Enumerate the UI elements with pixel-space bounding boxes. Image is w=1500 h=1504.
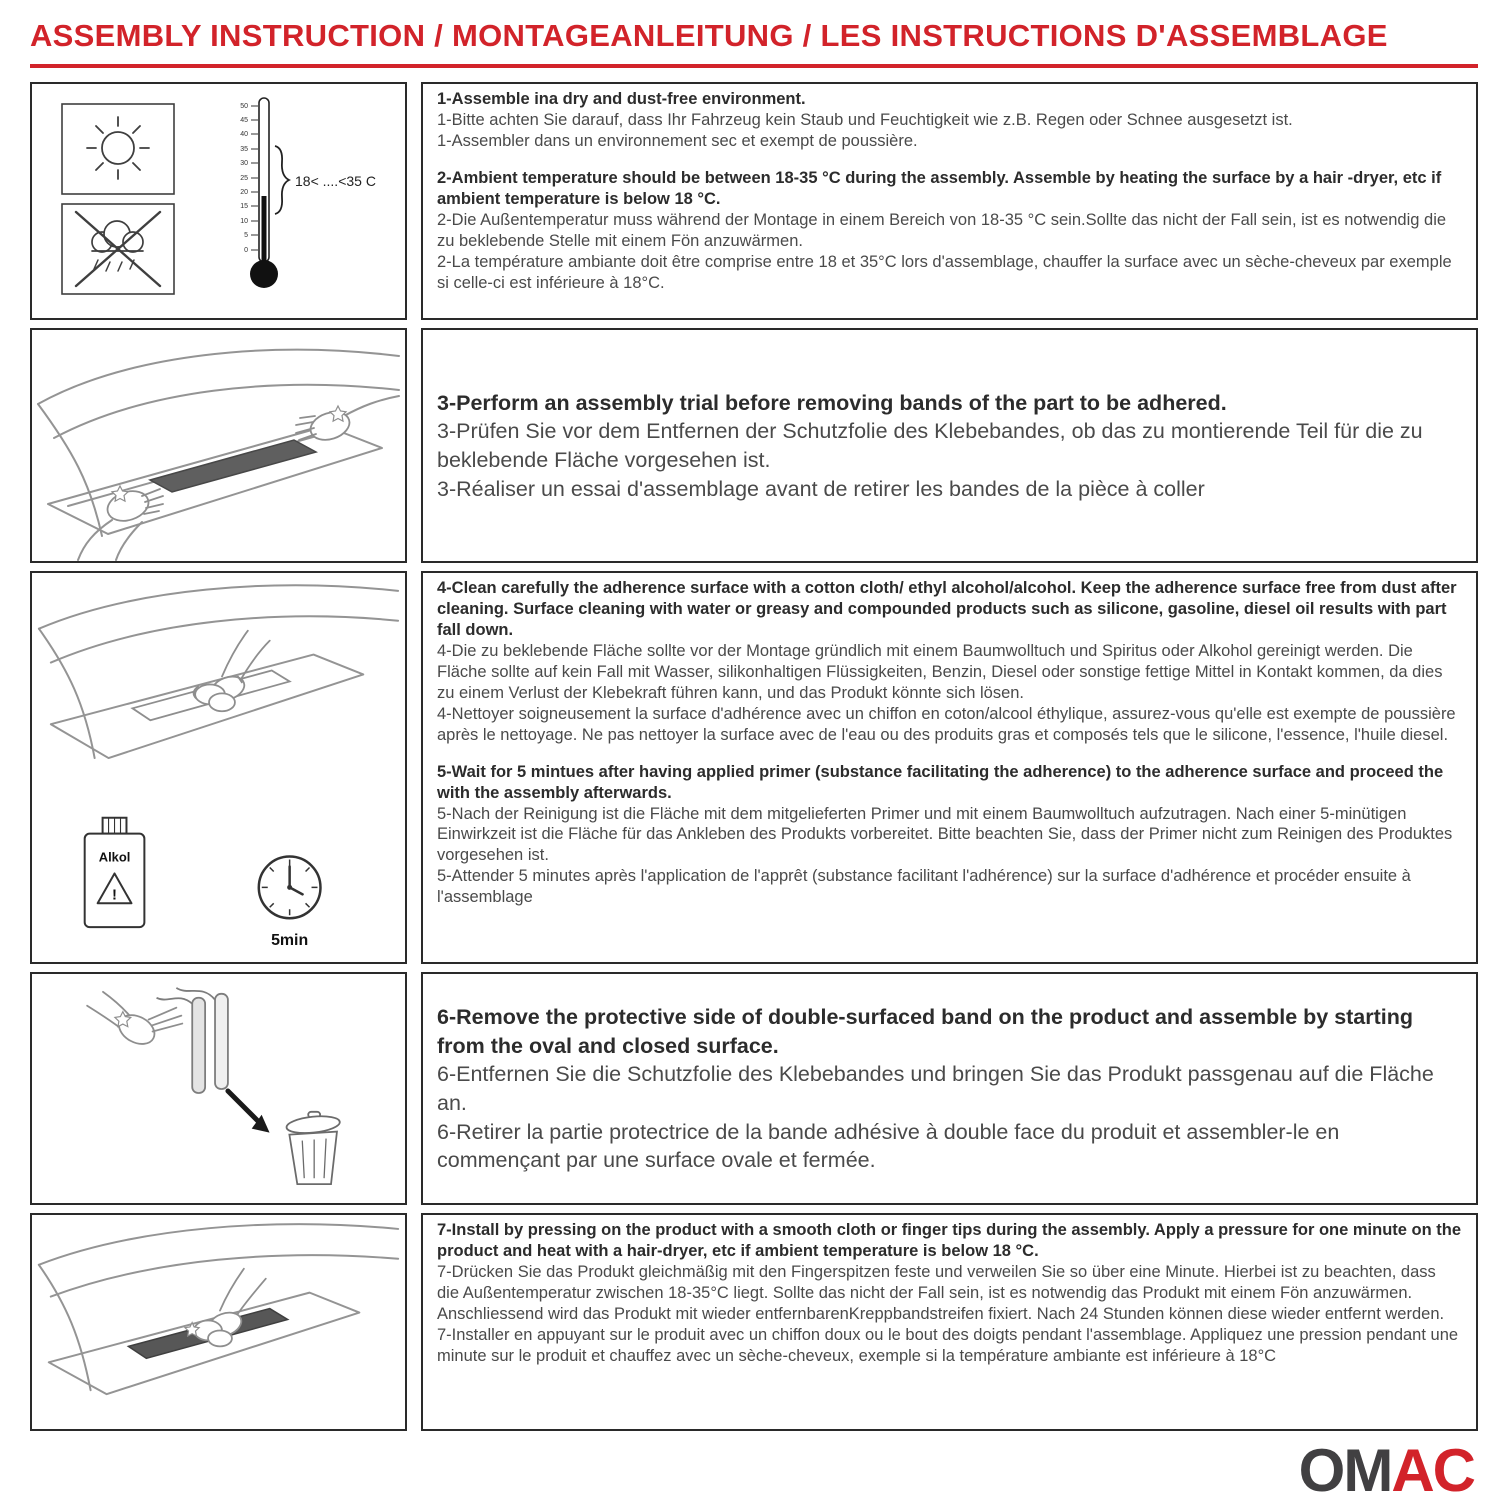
svg-text:10: 10 xyxy=(240,218,248,225)
logo-a: A xyxy=(1391,1437,1433,1504)
warning-mark: ! xyxy=(112,886,118,904)
temperature-range-label: 18< ....<35 C xyxy=(295,173,376,189)
thermometer-icon xyxy=(240,98,289,288)
thermometer-scale xyxy=(240,103,248,254)
illustration-peel-box xyxy=(30,972,407,1205)
illustration-trial-box xyxy=(30,328,407,563)
car-door-sketch xyxy=(38,350,399,560)
footer xyxy=(30,1437,1478,1504)
instruction-text-box-1 xyxy=(421,82,1478,320)
instruction-text-box-3 xyxy=(421,571,1478,964)
instruction-rows xyxy=(30,82,1478,1431)
door-sill-cleaning-illustration xyxy=(32,573,405,962)
illustration-environment-box xyxy=(30,82,407,320)
instruction-fr: 6-Retirer la partie protectrice de la bande adhésive à double face du produit et assembler-le en commençant par une surface ovale et fermée. xyxy=(437,1119,1340,1173)
environment-temperature-illustration xyxy=(32,84,405,318)
car-door-sketch xyxy=(39,585,398,758)
instruction-text-box-4 xyxy=(421,972,1478,1205)
instruction-en: 5-Wait for 5 mintues after having applied primer (substance facilitating the adherence) to the adherence surface and proceed the with the assembly afterwards. xyxy=(437,762,1444,802)
cleaning-hand-sketch xyxy=(194,631,270,712)
instruction-fr: 2-La température ambiante doit être comprise entre 18 et 35°C lors d'assemblage, chauffer la surface avec un sèche-cheveux par exemple si celle-ci est inférieure à 18°C. xyxy=(437,252,1452,292)
down-arrow-icon xyxy=(228,1091,270,1133)
instruction-fr: 4-Nettoyer soigneusement la surface d'adhérence avec un chiffon en coton/alcool éthylique, assurez-vous qu'elle est exempte de poussière après le nettoyage. Ne pas nettoyer la surface avec de l'eau ou des produits gras et composés tels que le silicone, l'essence, l'huile diesel. xyxy=(437,704,1456,744)
instruction-en: 4-Clean carefully the adherence surface with a cotton cloth/ ethyl alcohol/alcohol. Keep the adherence surface free from dust after cleaning. Surface cleaning with water or greasy and compounded products such as silicone, gasoline, diesel oil results with part fall down. xyxy=(437,579,1457,639)
logo-c: C xyxy=(1432,1437,1474,1504)
svg-text:30: 30 xyxy=(240,160,248,167)
instruction-en: 2-Ambient temperature should be between 18-35 °C during the assembly. Assemble by heating the surface by a hair -dryer, etc if ambient temperature is below 18 °C. xyxy=(437,168,1442,208)
instruction-de: 2-Die Außentemperatur muss während der Montage in einem Bereich von 18-35 °C sein.Sollte das nicht der Fall sein, ist es notwendig die zu beklebende Stelle mit einem Fön anzuwärmen. xyxy=(437,210,1447,250)
instruction-text-box-5 xyxy=(421,1213,1478,1431)
illustration-cleaning-box xyxy=(30,571,407,964)
page-title: ASSEMBLY INSTRUCTION / MONTAGEANLEITUNG / LES INSTRUCTIONS D'ASSEMBLAGE xyxy=(30,6,1478,68)
instruction-fr: 1-Assembler dans un environnement sec et exempt de poussière. xyxy=(437,131,918,150)
instruction-row-1 xyxy=(30,82,1478,320)
svg-text:15: 15 xyxy=(240,203,248,210)
svg-text:20: 20 xyxy=(240,189,248,196)
svg-text:40: 40 xyxy=(240,131,248,138)
svg-text:50: 50 xyxy=(240,103,248,110)
instruction-de: 7-Drücken Sie das Produkt gleichmäßig mit den Fingerspitzen feste und verweilen Sie so über eine Minute. Hierbei ist zu beachten, dass die Außentemperatur zwischen 18-35°C liegt. Sollte das nicht der Fall sein, ist es notwendig das Produkt mit einem Fön anzuwärmen. Anschliessend wird das Produkt mit wieder entfernbarenKreppbandstreifen fixiert. Nach 24 Stunden können diese wieder entfernt werden. xyxy=(437,1262,1445,1323)
instruction-fr: 7-Installer en appuyant sur le produit avec un chiffon doux ou le bout des doigts pendant l'assemblage. Appliquez une pression pendant une minute sur le produit et chauffez avec un sèche-cheveux, exemple si la température ambiante est inférieure à 18°C xyxy=(437,1325,1459,1365)
instruction-de: 5-Nach der Reinigung ist die Fläche mit dem mitgelieferten Primer und mit einem Baumwolltuch aufzutragen. Nach einer 5-minütigen Einwirkzeit ist die Fläche für das Ankleben des Produkts vorbereitet. Bitte beachten Sie, dass der Primer nicht zum Reinigen des Produktes vorgesehen ist. xyxy=(437,804,1453,865)
clock-duration-label: 5min xyxy=(271,932,309,950)
trash-can-icon xyxy=(286,1112,341,1184)
peel-protective-film-illustration xyxy=(32,974,405,1203)
instruction-de: 3-Prüfen Sie vor dem Entfernen der Schutzfolie des Klebebandes, ob das zu montierende Teil für die zu beklebende Fläche vorgesehen ist. xyxy=(437,419,1423,472)
instruction-de: 6-Entfernen Sie die Schutzfolie des Klebebandes und bringen Sie das Produkt passgenau auf die Fläche an. xyxy=(437,1062,1434,1115)
instruction-en: 7-Install by pressing on the product with a smooth cloth or finger tips during the assembly. Apply a pressure for one minute on the product and heat with a hair-dryer, etc if ambient temperature is below 18 °C. xyxy=(437,1221,1462,1260)
omac-logo xyxy=(1298,1437,1474,1504)
instruction-row-4 xyxy=(30,972,1478,1205)
bottle-label: Alkol xyxy=(98,849,131,865)
instruction-fr: 5-Attender 5 minutes après l'application de l'apprêt (substance facilitant l'adhérence) sur la surface d'adhérence et procéder ensuite à l'assemblage xyxy=(437,867,1411,907)
instruction-fr: 3-Réaliser un essai d'assemblage avant de retirer les bandes de la pièce à coller xyxy=(437,476,1205,501)
svg-text:35: 35 xyxy=(240,146,248,153)
trim-strip xyxy=(150,440,316,492)
instruction-en: 6-Remove the protective side of double-surfaced band on the product and assemble by starting from the oval and closed surface. xyxy=(437,1005,1414,1058)
instruction-row-3 xyxy=(30,571,1478,964)
svg-text:25: 25 xyxy=(240,175,248,182)
adhesive-strips-icon xyxy=(157,988,228,1093)
svg-text:0: 0 xyxy=(244,247,248,254)
door-sill-hands-illustration xyxy=(32,330,405,561)
illustration-press-box xyxy=(30,1213,407,1431)
svg-text:45: 45 xyxy=(240,117,248,124)
no-rain-icon xyxy=(76,212,160,286)
logo-om: OM xyxy=(1298,1437,1392,1504)
pinching-hand-sketch xyxy=(87,992,182,1050)
instruction-row-5 xyxy=(30,1213,1478,1431)
instruction-de: 4-Die zu beklebende Fläche sollte vor der Montage gründlich mit einem Baumwolltuch und Spiritus oder Alkohol gereinigt werden. Die Fläche sollte auf kein Fall mit Wasser, silikonhaltigen Flüssigkeiten, Benzin, Diesel oder sonstige fettige Mittel in Kontakt kommen, da dies zu einem Verlust der Klebekraft führen kann, und das Produkt könnte sich lösen. xyxy=(437,641,1443,702)
instruction-en: 3-Perform an assembly trial before removing bands of the part to be adhered. xyxy=(437,390,1227,415)
sun-icon xyxy=(87,117,149,179)
clock-icon xyxy=(259,857,321,919)
instruction-de: 1-Bitte achten Sie darauf, dass Ihr Fahrzeug kein Staub und Feuchtigkeit wie z.B. Regen oder Schnee ausgesetzt ist. xyxy=(437,110,1293,129)
svg-text:5: 5 xyxy=(244,232,248,239)
car-door-sketch xyxy=(39,1224,398,1394)
instruction-text-box-2 xyxy=(421,328,1478,563)
alcohol-bottle-icon xyxy=(85,818,145,927)
instruction-en: 1-Assemble ina dry and dust-free environment. xyxy=(437,90,806,108)
instruction-row-2 xyxy=(30,328,1478,563)
door-sill-pressing-illustration xyxy=(32,1215,405,1429)
right-hand-sketch xyxy=(296,406,353,445)
